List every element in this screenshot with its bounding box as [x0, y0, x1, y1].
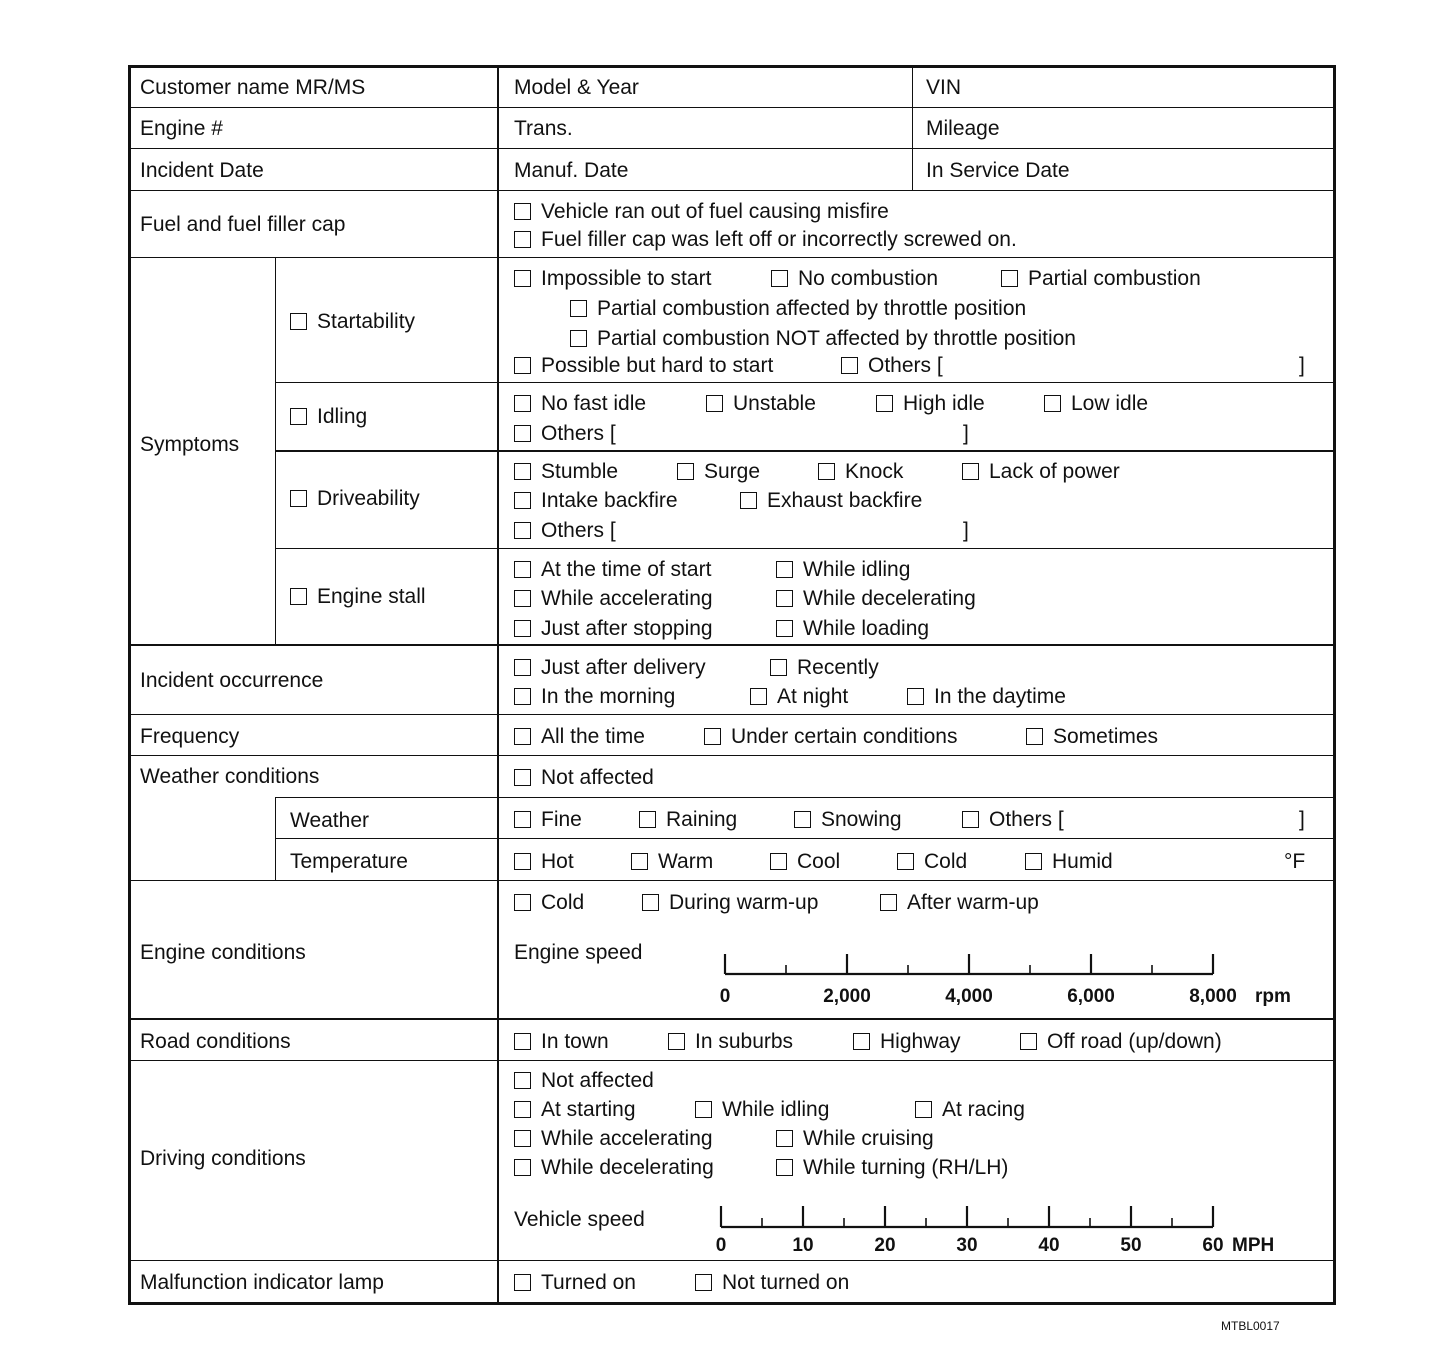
checkbox-box[interactable]: [915, 1101, 932, 1118]
checkbox-box[interactable]: [1025, 853, 1042, 870]
checkbox-box[interactable]: [514, 1033, 531, 1050]
row-divider: [130, 755, 1334, 756]
checkbox-box[interactable]: [776, 590, 793, 607]
checkbox-box[interactable]: [290, 588, 307, 605]
checkbox-box[interactable]: [514, 492, 531, 509]
fuel-section-label: Fuel and fuel filler cap: [140, 213, 346, 236]
scale-tick-label: 10: [792, 1235, 814, 1256]
checkbox-stumble[interactable]: Stumble: [514, 461, 618, 482]
checkbox-box[interactable]: [514, 659, 531, 676]
scale-tick-label: 50: [1120, 1235, 1142, 1256]
checkbox-temp-cold[interactable]: Cold: [897, 851, 967, 872]
checkbox-weather-others[interactable]: Others [: [962, 809, 1064, 830]
checkbox-box[interactable]: [290, 313, 307, 330]
checkbox-box[interactable]: [514, 357, 531, 374]
checkbox-driving-while-accelerating[interactable]: While accelerating: [514, 1128, 713, 1149]
scale-tick-label: 6,000: [1067, 986, 1115, 1007]
idling-others-close: ]: [963, 422, 969, 445]
checkbox-box[interactable]: [750, 688, 767, 705]
checkbox-cool[interactable]: Cool: [770, 851, 840, 872]
row-divider: [130, 190, 1334, 191]
scale-tick-label: 2,000: [823, 986, 871, 1007]
checkbox-no-fast-idle[interactable]: No fast idle: [514, 393, 646, 414]
checkbox-in-the-morning[interactable]: In the morning: [514, 686, 675, 707]
row-divider: [276, 450, 1334, 452]
checkbox-driving-while-decelerating[interactable]: While decelerating: [514, 1157, 714, 1178]
checkbox-driving-while-idling[interactable]: While idling: [695, 1099, 829, 1120]
checkbox-box[interactable]: [514, 769, 531, 786]
checkbox-just-after-stopping[interactable]: Just after stopping: [514, 618, 713, 639]
checkbox-while-loading[interactable]: While loading: [776, 618, 929, 639]
weather-others-close: ]: [1299, 808, 1305, 831]
checkbox-box[interactable]: [776, 620, 793, 637]
checkbox-box[interactable]: [876, 395, 893, 412]
checkbox-box[interactable]: [570, 330, 587, 347]
checkbox-box[interactable]: [631, 853, 648, 870]
checkbox-unstable[interactable]: Unstable: [706, 393, 816, 414]
checkbox-box[interactable]: [514, 231, 531, 248]
checkbox-box[interactable]: [695, 1101, 712, 1118]
checkbox-intake-backfire[interactable]: Intake backfire: [514, 490, 678, 511]
row-divider: [130, 148, 1334, 149]
checkbox-driving-not-affected[interactable]: Not affected: [514, 1070, 654, 1091]
checkbox-box[interactable]: [290, 408, 307, 425]
checkbox-box[interactable]: [962, 463, 979, 480]
checkbox-box[interactable]: [704, 728, 721, 745]
checkbox-fine[interactable]: Fine: [514, 809, 582, 830]
checkbox-no-combustion[interactable]: No combustion: [771, 268, 938, 289]
scale-tick-label: 4,000: [945, 986, 993, 1007]
checkbox-recently[interactable]: Recently: [770, 657, 879, 678]
checkbox-box[interactable]: [897, 853, 914, 870]
row-divider: [130, 1018, 1334, 1020]
checkbox-box[interactable]: [514, 463, 531, 480]
checkbox-turned-on[interactable]: Turned on: [514, 1272, 636, 1293]
figure-code: MTBL0017: [1221, 1319, 1280, 1333]
driving-conditions-label: Driving conditions: [140, 1147, 306, 1170]
checkbox-box[interactable]: [740, 492, 757, 509]
checkbox-driveability-others[interactable]: Others [: [514, 520, 616, 541]
driveability-others-close: ]: [963, 519, 969, 542]
checkbox-box[interactable]: [290, 490, 307, 507]
checkbox-box[interactable]: [514, 620, 531, 637]
checkbox-at-time-of-start[interactable]: At the time of start: [514, 559, 711, 580]
checkbox-box[interactable]: [642, 894, 659, 911]
row-divider: [276, 382, 1334, 383]
checkbox-partial-combustion[interactable]: Partial combustion: [1001, 268, 1201, 289]
scale-tick-label: 40: [1038, 1235, 1060, 1256]
checkbox-knock[interactable]: Knock: [818, 461, 903, 482]
checkbox-snowing[interactable]: Snowing: [794, 809, 902, 830]
checkbox-off-road[interactable]: Off road (up/down): [1020, 1031, 1222, 1052]
scale-tick-label: 60: [1202, 1235, 1224, 1256]
checkbox-surge[interactable]: Surge: [677, 461, 760, 482]
checkbox-box[interactable]: [677, 463, 694, 480]
startability-others-close: ]: [1299, 354, 1305, 377]
checkbox-box[interactable]: [514, 561, 531, 578]
checkbox-box[interactable]: [1044, 395, 1061, 412]
checkbox-box[interactable]: [639, 811, 656, 828]
checkbox-at-night[interactable]: At night: [750, 686, 848, 707]
checkbox-just-after-delivery[interactable]: Just after delivery: [514, 657, 706, 678]
checkbox-at-racing[interactable]: At racing: [915, 1099, 1025, 1120]
vehicle-speed-label: Vehicle speed: [514, 1208, 645, 1231]
checkbox-box[interactable]: [514, 590, 531, 607]
checkbox-box[interactable]: [514, 853, 531, 870]
checkbox-box[interactable]: [514, 270, 531, 287]
checkbox-box[interactable]: [1026, 728, 1043, 745]
row-divider: [130, 644, 1334, 646]
checkbox-not-turned-on[interactable]: Not turned on: [695, 1272, 849, 1293]
checkbox-partial-not-affected-throttle[interactable]: Partial combustion NOT affected by throttle position: [570, 328, 1076, 349]
checkbox-driveability[interactable]: Driveability: [290, 488, 420, 509]
checkbox-during-warm-up[interactable]: During warm-up: [642, 892, 818, 913]
checkbox-box[interactable]: [514, 688, 531, 705]
checkbox-idling-others[interactable]: Others [: [514, 423, 616, 444]
checkbox-box[interactable]: [514, 1101, 531, 1118]
checkbox-startability[interactable]: Startability: [290, 311, 415, 332]
mil-label: Malfunction indicator lamp: [140, 1271, 384, 1294]
checkbox-box[interactable]: [514, 1274, 531, 1291]
checkbox-exhaust-backfire[interactable]: Exhaust backfire: [740, 490, 922, 511]
customer-name-label: Customer name MR/MS: [140, 76, 366, 99]
checkbox-box[interactable]: [514, 894, 531, 911]
frequency-label: Frequency: [140, 725, 240, 748]
checkbox-after-warm-up[interactable]: After warm-up: [880, 892, 1039, 913]
column-divider: [912, 67, 913, 190]
checkbox-weather-not-affected[interactable]: Not affected: [514, 767, 654, 788]
checkbox-while-turning[interactable]: While turning (RH/LH): [776, 1157, 1008, 1178]
checkbox-box[interactable]: [841, 357, 858, 374]
checkbox-impossible-to-start[interactable]: Impossible to start: [514, 268, 711, 289]
checkbox-box[interactable]: [514, 203, 531, 220]
row-divider: [130, 107, 1334, 108]
incident-date-label: Incident Date: [140, 159, 264, 182]
checkbox-box[interactable]: [514, 425, 531, 442]
checkbox-box[interactable]: [514, 522, 531, 539]
checkbox-box[interactable]: [853, 1033, 870, 1050]
checkbox-box[interactable]: [514, 811, 531, 828]
checkbox-box[interactable]: [570, 300, 587, 317]
checkbox-raining[interactable]: Raining: [639, 809, 737, 830]
checkbox-box[interactable]: [962, 811, 979, 828]
checkbox-high-idle[interactable]: High idle: [876, 393, 985, 414]
checkbox-all-the-time[interactable]: All the time: [514, 726, 645, 747]
checkbox-box[interactable]: [1001, 270, 1018, 287]
checkbox-box[interactable]: [695, 1274, 712, 1291]
scale-tick-label: 20: [874, 1235, 896, 1256]
checkbox-humid[interactable]: Humid: [1025, 851, 1113, 872]
checkbox-box[interactable]: [770, 853, 787, 870]
row-divider: [130, 880, 1334, 881]
checkbox-box[interactable]: [776, 1130, 793, 1147]
scale-tick-label: 0: [715, 1235, 727, 1256]
checkbox-box[interactable]: [514, 395, 531, 412]
symptoms-label: Symptoms: [140, 433, 240, 456]
checkbox-in-town[interactable]: In town: [514, 1031, 609, 1052]
checkbox-box[interactable]: [1020, 1033, 1037, 1050]
engine-speed-scale: [705, 948, 1325, 1010]
scale-unit-label: rpm: [1255, 986, 1291, 1007]
column-divider: [275, 797, 276, 880]
checkbox-at-starting[interactable]: At starting: [514, 1099, 636, 1120]
checkbox-box[interactable]: [771, 270, 788, 287]
checkbox-box[interactable]: [776, 561, 793, 578]
checkbox-box[interactable]: [776, 1159, 793, 1176]
model-year-label: Model & Year: [514, 76, 639, 99]
mileage-label: Mileage: [926, 117, 1000, 140]
vin-label: VIN: [926, 76, 962, 99]
row-divider: [130, 257, 1334, 258]
row-divider: [130, 714, 1334, 715]
scale-tick-label: 0: [719, 986, 731, 1007]
scale-tick-label: 8,000: [1189, 986, 1237, 1007]
checkbox-box[interactable]: [514, 1130, 531, 1147]
checkbox-box[interactable]: [668, 1033, 685, 1050]
checkbox-box[interactable]: [706, 395, 723, 412]
checkbox-in-suburbs[interactable]: In suburbs: [668, 1031, 793, 1052]
checkbox-under-certain-conditions[interactable]: Under certain conditions: [704, 726, 957, 747]
checkbox-hot[interactable]: Hot: [514, 851, 574, 872]
checkbox-stall-while-accelerating[interactable]: While accelerating: [514, 588, 713, 609]
checkbox-stall-while-decelerating[interactable]: While decelerating: [776, 588, 976, 609]
in-service-date-label: In Service Date: [926, 159, 1070, 182]
checkbox-box[interactable]: [514, 1159, 531, 1176]
manuf-date-label: Manuf. Date: [514, 159, 629, 182]
trans-label: Trans.: [514, 117, 573, 140]
checkbox-in-the-daytime[interactable]: In the daytime: [907, 686, 1066, 707]
checkbox-box[interactable]: [818, 463, 835, 480]
checkbox-box[interactable]: [794, 811, 811, 828]
checkbox-box[interactable]: [514, 728, 531, 745]
checkbox-filler-cap[interactable]: Fuel filler cap was left off or incorrectly screwed on.: [514, 229, 1017, 250]
checkbox-hard-to-start[interactable]: Possible but hard to start: [514, 355, 773, 376]
checkbox-highway[interactable]: Highway: [853, 1031, 961, 1052]
engine-speed-label: Engine speed: [514, 941, 643, 964]
checkbox-while-cruising[interactable]: While cruising: [776, 1128, 934, 1149]
checkbox-lack-of-power[interactable]: Lack of power: [962, 461, 1120, 482]
temperature-label: Temperature: [290, 850, 408, 873]
checkbox-engine-stall[interactable]: Engine stall: [290, 586, 426, 607]
checkbox-box[interactable]: [880, 894, 897, 911]
column-divider: [275, 258, 276, 645]
row-divider: [276, 548, 1334, 549]
temperature-unit: °F: [1284, 850, 1306, 873]
row-divider: [276, 838, 1334, 839]
checkbox-ran-out-of-fuel[interactable]: Vehicle ran out of fuel causing misfire: [514, 201, 889, 222]
weather-conditions-label: Weather conditions: [140, 765, 320, 788]
checkbox-box[interactable]: [907, 688, 924, 705]
incident-occurrence-label: Incident occurrence: [140, 669, 324, 692]
road-conditions-label: Road conditions: [140, 1030, 291, 1053]
checkbox-sometimes[interactable]: Sometimes: [1026, 726, 1158, 747]
row-divider: [130, 1060, 1334, 1061]
checkbox-engine-cold[interactable]: Cold: [514, 892, 584, 913]
engine-conditions-label: Engine conditions: [140, 941, 306, 964]
checkbox-idling[interactable]: Idling: [290, 406, 367, 427]
scale-unit-label: MPH: [1232, 1235, 1275, 1256]
row-divider: [276, 797, 1334, 798]
checkbox-box[interactable]: [770, 659, 787, 676]
checkbox-partial-affected-throttle[interactable]: Partial combustion affected by throttle position: [570, 298, 1026, 319]
checkbox-stall-while-idling[interactable]: While idling: [776, 559, 910, 580]
checkbox-low-idle[interactable]: Low idle: [1044, 393, 1148, 414]
weather-label: Weather: [290, 809, 369, 832]
row-divider: [130, 1260, 1334, 1261]
checkbox-startability-others[interactable]: Others [: [841, 355, 943, 376]
scale-tick-label: 30: [956, 1235, 978, 1256]
checkbox-box[interactable]: [514, 1072, 531, 1089]
column-divider: [497, 67, 499, 1303]
engine-number-label: Engine #: [140, 117, 223, 140]
vehicle-speed-scale: [705, 1200, 1325, 1258]
checkbox-warm[interactable]: Warm: [631, 851, 713, 872]
